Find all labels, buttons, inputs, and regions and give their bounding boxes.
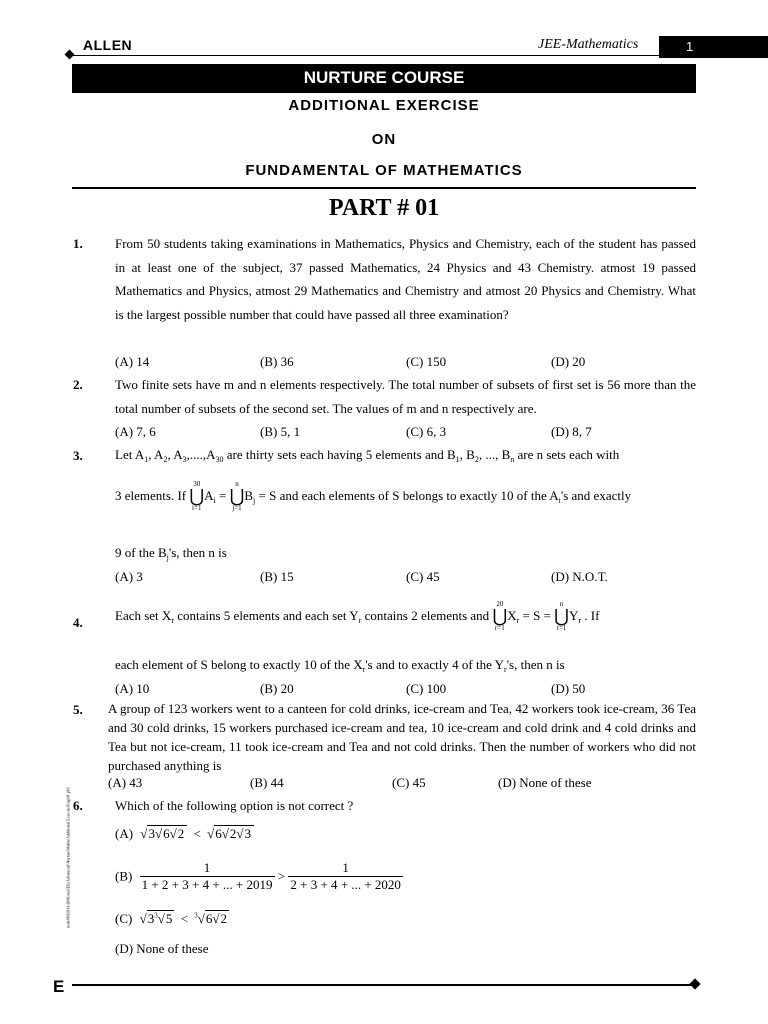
q3-option-d[interactable]: (D) N.O.T. xyxy=(551,569,608,584)
q3-subscript: 3 xyxy=(182,455,187,464)
q4-subscript: r xyxy=(516,615,520,625)
q6-option-label: (B) xyxy=(115,868,133,884)
q2-option-a[interactable]: (A) 7, 6 xyxy=(115,424,156,439)
q3-eq-term: = xyxy=(215,487,230,503)
q3-option-b[interactable]: (B) 15 xyxy=(260,569,294,584)
q5-number: 5. xyxy=(73,702,83,717)
q2-option-b[interactable]: (B) 5, 1 xyxy=(260,424,301,439)
radical-term: 2 xyxy=(229,826,237,841)
q3-text: are thirty sets each having 5 elements and B xyxy=(223,447,456,462)
q3-text: , xyxy=(167,447,174,462)
union-upper-limit: n xyxy=(559,600,564,608)
q3-text: are n sets each with xyxy=(514,447,620,462)
radical-term: 6 xyxy=(163,826,170,841)
header-subject: JEE-Mathematics xyxy=(538,37,639,52)
topic-title: FUNDAMENTAL OF MATHEMATICS xyxy=(245,162,523,179)
q2-option-c[interactable]: (C) 6, 3 xyxy=(406,424,447,439)
side-file-path: node06\B0AI-B0\Kota\JEE(Advanced)\Nurture\Maths\Additional Exercise\Eng\01.p65 xyxy=(65,787,71,928)
q3-subscript: 2 xyxy=(163,455,168,464)
q4-text: contains 2 elements and xyxy=(361,607,493,623)
radical-index: 3 xyxy=(194,911,198,920)
q3-text: 's, then n is xyxy=(168,545,227,560)
q6-relation: > xyxy=(277,868,286,884)
q5-option-a[interactable]: (A) 43 xyxy=(108,775,143,790)
union-upper-limit: 30 xyxy=(193,480,201,488)
fraction-numerator: 1 xyxy=(342,860,349,875)
union-lower-limit: r=1 xyxy=(556,624,567,632)
radical: 6√2 xyxy=(205,911,227,926)
q3-line-1: Let $A_1$, $A_2$, $A_3,....,A_{30}$ are thirty sets each having 5 elements and $B_1$, $B_2$, ..., $B_n$ are n sets each with xyxy=(115,447,620,464)
q3-option-a[interactable]: (A) 3 xyxy=(115,569,143,584)
q3-line-3 xyxy=(115,545,227,562)
q1-text: From 50 students taking examinations in Mathematics, Physics and Chemistry, each of the student has passed in at least one of the subject, 37 passed Mathematics, 24 Physics and 43 Chemistry. atmost 19 passed Mathematics and Physics, atmost 29 Mathematics and Chemistry and atmost 20 Physics and Chemistry. What is the largest possible number that could have passed all three examination? xyxy=(115,236,696,322)
q4-text: Each set X xyxy=(115,607,172,623)
radical-term: 2 xyxy=(177,826,185,841)
q4-text: 's and to exactly 4 of the Y xyxy=(365,657,505,672)
q5-option-b[interactable]: (B) 44 xyxy=(250,775,284,790)
on-title: ON xyxy=(371,131,397,148)
q5-option-d[interactable]: (D) None of these xyxy=(498,775,592,790)
footer-letter: E xyxy=(53,977,65,996)
q2-option-d[interactable]: (D) 8, 7 xyxy=(551,424,592,439)
q6-relation: < xyxy=(193,826,201,841)
union-icon xyxy=(189,480,204,512)
union-lower-limit: j=1 xyxy=(232,504,242,512)
union-symbol: ⋃ xyxy=(492,606,508,626)
q6-relation: < xyxy=(180,911,188,926)
q3-subscript: 1 xyxy=(144,455,149,464)
q6-option-label: (C) xyxy=(115,911,133,926)
q3-subscript: 2 xyxy=(474,455,479,464)
q1-option-c[interactable]: (C) 150 xyxy=(406,354,447,369)
union-symbol: ⋃ xyxy=(554,606,569,626)
q3-subscript: 30 xyxy=(215,455,224,464)
radical-term: 6 xyxy=(205,911,213,926)
radical-term: 6 xyxy=(215,826,222,841)
q4-eq-term: = S = xyxy=(519,607,555,623)
q3-text: Let A xyxy=(115,447,145,462)
q4-option-a[interactable]: (A) 10 xyxy=(115,681,150,696)
q6-option-c[interactable]: (C) $√3^3√5 < ^3√6√2$ xyxy=(115,911,227,926)
q2-number: 2. xyxy=(73,377,83,392)
q3-text: 3 elements. If xyxy=(115,488,190,503)
radical-index: 3 xyxy=(154,911,158,920)
q3-text: ,....,A xyxy=(186,447,216,462)
q3-subscript: 1 xyxy=(455,455,460,464)
q4-subscript: r xyxy=(171,615,174,625)
radical-term: 3 xyxy=(148,826,155,841)
q4-subscript: r xyxy=(504,665,507,674)
q3-eq-term: B xyxy=(244,487,254,503)
radical: $3^3√5$ xyxy=(147,911,173,926)
page-number: 1 xyxy=(686,39,694,54)
q4-subscript: r xyxy=(358,615,362,625)
q3-text: 9 of the B xyxy=(115,545,167,560)
course-banner xyxy=(72,64,696,93)
title-rule xyxy=(72,187,696,189)
q3-eq-term: A xyxy=(204,487,214,503)
q4-subscript: r xyxy=(362,665,366,674)
union-lower-limit: i=1 xyxy=(192,504,202,512)
q4-text: each element of S belong to exactly 10 of the X xyxy=(115,657,363,672)
q6-text: Which of the following option is not correct ? xyxy=(115,798,354,813)
brand-logo: ALLEN xyxy=(83,37,133,53)
q3-subscript: n xyxy=(510,455,515,464)
q3-subscript: j xyxy=(253,495,256,505)
q4-option-d[interactable]: (D) 50 xyxy=(551,681,586,696)
q3-subscript: j xyxy=(166,553,169,562)
radical-term: 3 xyxy=(147,911,155,926)
q4-number: 4. xyxy=(73,615,83,630)
q1-option-a[interactable]: (A) 14 xyxy=(115,354,150,369)
q4-eq-term: Y xyxy=(568,607,579,623)
fraction xyxy=(140,860,275,893)
q3-text: , xyxy=(459,447,467,462)
union-symbol: ⋃ xyxy=(229,486,245,506)
q4-subscript: r xyxy=(578,615,581,625)
q3-subscript: i xyxy=(558,495,561,505)
union-icon xyxy=(492,600,507,632)
q4-text: 's, then n is xyxy=(506,657,565,672)
q3-line-2 xyxy=(115,480,631,512)
union-lower-limit: r=1 xyxy=(494,624,505,632)
q4-option-c[interactable]: (C) 100 xyxy=(406,681,447,696)
q1-option-b[interactable]: (B) 36 xyxy=(260,354,294,369)
q3-text: , xyxy=(148,447,155,462)
course-title: NURTURE COURSE xyxy=(303,68,465,87)
q4-eq-term: X xyxy=(507,607,517,623)
q3-text: , ..., B xyxy=(478,447,511,462)
q3-text: and each elements of S belongs to exactly 10 of the A xyxy=(276,487,559,503)
q6-option-label: (A) xyxy=(115,826,134,841)
header-rule xyxy=(70,55,690,56)
q6-option-d[interactable]: (D) None of these xyxy=(115,941,209,956)
radical: 3√6√2 xyxy=(147,825,187,841)
union-icon xyxy=(230,480,245,512)
exercise-title: ADDITIONAL EXERCISE xyxy=(288,97,480,114)
part-title: PART # 01 xyxy=(328,195,440,221)
fraction-denominator: 2 + 3 + 4 + ... + 2020 xyxy=(290,877,401,892)
fraction-denominator: 1 + 2 + 3 + 4 + ... + 2019 xyxy=(141,877,273,892)
q6-option-b[interactable] xyxy=(115,860,403,893)
footer-diamond-icon xyxy=(689,978,700,989)
page-number-tab xyxy=(659,36,768,58)
radical-term: 2 xyxy=(220,911,227,926)
q2-text: Two finite sets have m and n elements respectively. The total number of subsets of first set is 56 more than the total number of subsets of the second set. The values of m and n respectively are. xyxy=(115,377,696,416)
radical-term: 5 xyxy=(165,911,173,926)
q1-number: 1. xyxy=(73,236,83,251)
footer-rule xyxy=(72,984,692,986)
radical: 6√2√3 xyxy=(214,825,254,841)
q3-text: 's and exactly xyxy=(560,487,632,503)
q4-line-1 xyxy=(115,600,599,632)
q3-number: 3. xyxy=(73,448,83,463)
radical-term: 3 xyxy=(244,826,251,841)
q6-number: 6. xyxy=(73,798,83,813)
q3-option-c[interactable]: (C) 45 xyxy=(406,569,440,584)
union-icon xyxy=(554,600,569,632)
q3-subscript: i xyxy=(213,495,216,505)
q4-text: contains 5 elements and each set Y xyxy=(173,607,359,623)
q5-option-c[interactable]: (C) 45 xyxy=(392,775,426,790)
q4-line-2 xyxy=(115,657,565,674)
union-upper-limit: 20 xyxy=(496,600,504,608)
header-diamond-icon xyxy=(65,50,75,60)
fraction-numerator: 1 xyxy=(203,860,211,875)
q1-option-d[interactable]: (D) 20 xyxy=(551,354,586,369)
union-symbol: ⋃ xyxy=(189,486,205,506)
union-upper-limit: n xyxy=(235,480,239,488)
q6-option-a[interactable]: (A) √3√6√2 < √6√2√3 xyxy=(115,826,254,842)
q4-option-b[interactable]: (B) 20 xyxy=(260,681,294,696)
q3-eq-term: = S xyxy=(255,487,277,503)
q4-text: . If xyxy=(581,607,600,623)
q5-text: A group of 123 workers went to a canteen for cold drinks, ice-cream and Tea, 42 workers took ice-cream, 36 Tea and 30 cold drinks, 15 workers purchased ice-cream and tea, 10 ice-cream and cold drink and 4 cold drinks and Tea but not ice-cream, 11 took ice-cream and Tea and not cold drinks. Then the number of workers who did not purchased anything is xyxy=(108,701,696,773)
fraction xyxy=(288,860,403,893)
